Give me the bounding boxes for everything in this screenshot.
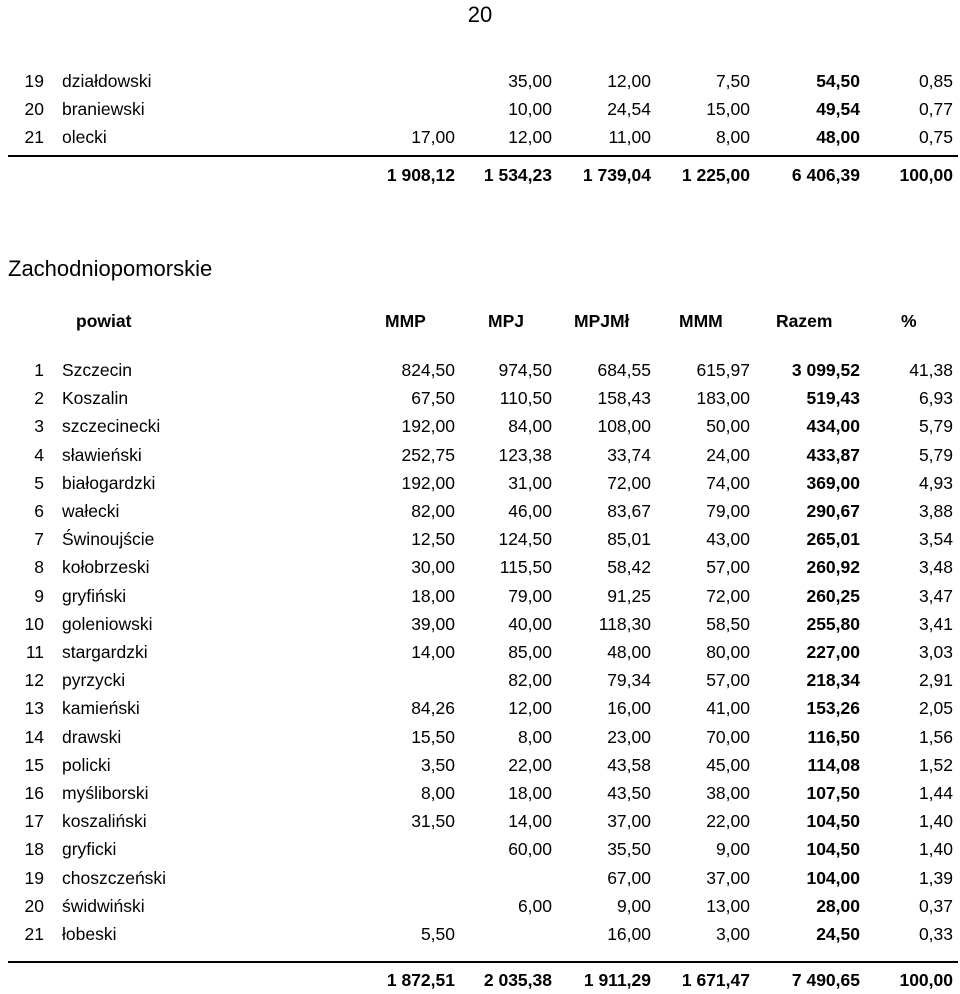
header-razem: Razem: [776, 311, 833, 331]
table-row: [0, 95, 960, 123]
mmp-cell: 192,00: [401, 416, 455, 437]
razem-cell: 260,92: [806, 557, 860, 578]
powiat-name: świdwiński: [62, 895, 145, 916]
table-row: [0, 67, 960, 95]
razem-cell: 104,50: [806, 839, 860, 860]
header-mmp: MMP: [385, 311, 426, 331]
mmm-cell: 74,00: [706, 472, 750, 493]
mmm-cell: 13,00: [706, 895, 750, 916]
percent-cell: 0,33: [918, 924, 953, 944]
percent-cell: 1,39: [918, 867, 953, 888]
mmp-cell: 31,50: [411, 811, 455, 832]
table-row: [0, 123, 960, 151]
mpjm-total: 1 739,04: [582, 165, 651, 185]
powiat-name: myśliborski: [62, 783, 149, 803]
row-number: 8: [34, 557, 44, 578]
razem-cell: 227,00: [806, 642, 860, 662]
razem-cell: 3 099,52: [791, 360, 860, 380]
mpjm-cell: 9,00: [616, 895, 651, 916]
mpj-cell: 40,00: [508, 613, 552, 634]
powiat-name: olecki: [62, 127, 107, 147]
mmm-cell: 45,00: [706, 754, 750, 775]
mmp-cell: 252,75: [401, 444, 455, 465]
row-number: 7: [34, 529, 44, 550]
mpjm-cell: 85,01: [607, 529, 651, 550]
mpj-cell: 85,00: [508, 642, 552, 662]
mmm-cell: 58,50: [706, 613, 750, 634]
total-row: [0, 161, 960, 189]
mmp-cell: 17,00: [411, 127, 455, 147]
percent-cell: 5,79: [918, 444, 953, 465]
powiat-name: Szczecin: [62, 360, 133, 380]
table-row: [0, 864, 960, 892]
mpj-cell: 974,50: [498, 360, 552, 380]
mmm-total: 1 671,47: [681, 970, 750, 990]
mpjm-cell: 91,25: [607, 585, 651, 606]
percent-cell: 3,48: [918, 557, 953, 578]
mpjm-total: 1 911,29: [583, 970, 651, 990]
table-row: [0, 666, 960, 694]
percent-cell: 4,93: [918, 472, 953, 493]
row-number: 11: [25, 642, 44, 662]
mmm-cell: 70,00: [706, 726, 750, 747]
row-number: 4: [34, 444, 44, 465]
percent-cell: 1,40: [918, 839, 953, 860]
row-number: 20: [24, 895, 44, 916]
powiat-name: działdowski: [62, 71, 152, 91]
table-row: [0, 694, 960, 722]
powiat-name: Koszalin: [62, 388, 129, 409]
mpj-cell: 14,00: [508, 811, 552, 832]
razem-cell: 28,00: [816, 895, 860, 916]
mpj-cell: 60,00: [508, 839, 552, 860]
powiat-name: choszczeński: [62, 867, 167, 888]
table-row: [0, 892, 960, 920]
mmp-cell: 67,50: [411, 388, 455, 409]
table-row: [0, 384, 960, 412]
razem-cell: 107,50: [806, 783, 860, 803]
percent-cell: 3,47: [918, 585, 953, 606]
percent-cell: 41,38: [909, 360, 953, 380]
mpjm-cell: 108,00: [597, 416, 651, 437]
mmm-cell: 43,00: [706, 529, 750, 550]
total-row: [0, 966, 960, 994]
mmp-cell: 30,00: [411, 557, 455, 578]
row-number: 19: [24, 867, 44, 888]
razem-total: 6 406,39: [791, 165, 860, 185]
percent-cell: 0,37: [918, 895, 953, 916]
table-row: [0, 920, 960, 948]
table-row: [0, 469, 960, 497]
powiat-name: stargardzki: [62, 642, 148, 662]
row-number: 12: [24, 670, 44, 691]
mpjm-cell: 43,58: [607, 754, 651, 775]
percent-cell: 6,93: [918, 388, 953, 409]
mmp-total: 1 908,12: [386, 165, 455, 185]
table-row: [0, 525, 960, 553]
razem-total: 7 490,65: [791, 970, 860, 990]
mpj-cell: 82,00: [508, 670, 552, 691]
razem-cell: 369,00: [806, 472, 860, 493]
table-row: [0, 497, 960, 525]
mpj-cell: 22,00: [508, 754, 552, 775]
powiat-name: kamieński: [62, 698, 140, 719]
row-number: 19: [24, 71, 44, 91]
mmm-cell: 79,00: [706, 501, 750, 521]
row-number: 21: [24, 127, 44, 147]
percent-cell: 1,44: [918, 783, 953, 803]
table-row: [0, 441, 960, 469]
row-number: 14: [24, 726, 44, 747]
razem-cell: 260,25: [806, 585, 860, 606]
mpj-cell: 12,00: [508, 698, 552, 719]
razem-cell: 116,50: [807, 726, 860, 747]
mmm-cell: 183,00: [696, 388, 750, 409]
table-row: [0, 582, 960, 610]
powiat-name: wałecki: [62, 501, 120, 521]
mpjm-cell: 118,30: [598, 613, 651, 634]
mpjm-cell: 79,34: [607, 670, 651, 691]
percent-cell: 3,54: [918, 529, 953, 550]
mpj-cell: 46,00: [508, 501, 552, 521]
mmm-cell: 615,97: [696, 360, 750, 380]
percent-cell: 1,56: [918, 726, 953, 747]
row-number: 6: [34, 501, 44, 521]
mmm-cell: 9,00: [715, 839, 750, 860]
table-row: [0, 412, 960, 440]
powiat-name: łobeski: [62, 924, 117, 944]
row-number: 5: [34, 472, 44, 493]
razem-cell: 290,67: [806, 501, 860, 521]
razem-cell: 153,26: [806, 698, 860, 719]
mpj-total: 2 035,38: [483, 970, 552, 990]
razem-cell: 104,00: [806, 867, 860, 888]
mpjm-cell: 16,00: [607, 698, 651, 719]
mmp-cell: 192,00: [401, 472, 455, 493]
region-title: Zachodniopomorskie: [8, 256, 213, 281]
powiat-name: drawski: [62, 726, 122, 747]
table-row: [0, 835, 960, 863]
mpj-total: 1 534,23: [483, 165, 552, 185]
mpjm-cell: 37,00: [607, 811, 651, 832]
mpjm-cell: 35,50: [607, 839, 651, 860]
mpj-cell: 79,00: [508, 585, 552, 606]
mpj-cell: 6,00: [517, 895, 552, 916]
mpjm-cell: 67,00: [607, 867, 651, 888]
table-row: [0, 779, 960, 807]
mpjm-cell: 158,43: [597, 388, 651, 409]
powiat-name: policki: [62, 754, 111, 775]
mmp-cell: 824,50: [401, 360, 455, 380]
mpj-cell: 18,00: [508, 783, 552, 803]
table-row: [0, 751, 960, 779]
powiat-name: pyrzycki: [62, 670, 126, 691]
powiat-name: szczecinecki: [62, 416, 161, 437]
table-row: [0, 610, 960, 638]
row-number: 10: [24, 613, 44, 634]
mmm-cell: 80,00: [706, 642, 750, 662]
mpjm-cell: 12,00: [607, 71, 651, 91]
mmm-cell: 38,00: [706, 783, 750, 803]
mpjm-cell: 83,67: [607, 501, 651, 521]
razem-cell: 434,00: [806, 416, 860, 437]
percent-cell: 3,88: [918, 501, 953, 521]
mmm-cell: 3,00: [715, 924, 750, 944]
mmm-cell: 57,00: [706, 670, 750, 691]
mpj-cell: 123,38: [498, 444, 552, 465]
mpj-cell: 35,00: [508, 71, 552, 91]
percent-cell: 0,75: [918, 127, 953, 147]
row-number: 9: [34, 585, 44, 606]
mpj-cell: 10,00: [508, 99, 552, 119]
row-number: 1: [34, 360, 44, 380]
percent-total: 100,00: [899, 165, 953, 185]
table-row: [0, 638, 960, 666]
row-number: 21: [24, 924, 44, 944]
mpjm-cell: 58,42: [607, 557, 651, 578]
row-number: 16: [24, 783, 44, 803]
mpjm-cell: 72,00: [607, 472, 651, 493]
mpjm-cell: 33,74: [607, 444, 651, 465]
mpjm-cell: 43,50: [607, 783, 651, 803]
mpj-cell: 115,50: [499, 557, 552, 578]
razem-cell: 104,50: [806, 811, 860, 832]
table-row: [0, 807, 960, 835]
mmm-cell: 8,00: [715, 127, 750, 147]
total-divider: [8, 961, 958, 963]
percent-cell: 0,85: [918, 71, 953, 91]
mpjm-cell: 684,55: [597, 360, 651, 380]
table-row: [0, 553, 960, 581]
razem-cell: 48,00: [816, 127, 860, 147]
percent-cell: 3,41: [918, 613, 953, 634]
mpj-cell: 8,00: [517, 726, 552, 747]
mmm-cell: 22,00: [706, 811, 750, 832]
mmp-cell: 39,00: [411, 613, 455, 634]
page-number: 20: [467, 2, 493, 27]
row-number: 15: [24, 754, 44, 775]
header-mpjm: MPJMł: [574, 311, 630, 331]
powiat-name: braniewski: [62, 99, 145, 119]
razem-cell: 49,54: [816, 99, 860, 119]
powiat-name: białogardzki: [62, 472, 156, 493]
mpj-cell: 31,00: [508, 472, 552, 493]
powiat-name: gryfiński: [62, 585, 127, 606]
mpjm-cell: 48,00: [607, 642, 651, 662]
total-divider: [8, 155, 958, 157]
mpjm-cell: 16,00: [607, 924, 651, 944]
row-number: 20: [24, 99, 44, 119]
mmm-total: 1 225,00: [681, 165, 750, 185]
header-powiat: powiat: [76, 311, 132, 331]
row-number: 2: [34, 388, 44, 409]
percent-cell: 3,03: [918, 642, 953, 662]
razem-cell: 218,34: [806, 670, 860, 691]
table-row: [0, 723, 960, 751]
row-number: 3: [34, 416, 44, 437]
powiat-name: koszaliński: [62, 811, 147, 832]
powiat-name: sławieński: [62, 444, 142, 465]
razem-cell: 265,01: [806, 529, 860, 550]
razem-cell: 433,87: [806, 444, 860, 465]
row-number: 13: [24, 698, 44, 719]
mpjm-cell: 24,54: [607, 99, 651, 119]
mmm-cell: 37,00: [706, 867, 750, 888]
mmp-cell: 5,50: [420, 924, 455, 944]
mmm-cell: 41,00: [706, 698, 750, 719]
mmp-cell: 15,50: [411, 726, 455, 747]
mmp-cell: 18,00: [411, 585, 455, 606]
razem-cell: 24,50: [816, 924, 860, 944]
mmp-cell: 8,00: [420, 783, 455, 803]
powiat-name: gryficki: [62, 839, 117, 860]
percent-total: 100,00: [899, 970, 953, 990]
mpj-cell: 110,50: [499, 388, 552, 409]
mpjm-cell: 23,00: [607, 726, 651, 747]
mmp-cell: 84,26: [411, 698, 455, 719]
percent-cell: 0,77: [918, 99, 953, 119]
table-row: [0, 356, 960, 384]
powiat-name: Świnoujście: [62, 529, 155, 550]
header-mpj: MPJ: [488, 311, 524, 331]
header-percent: %: [901, 311, 917, 331]
razem-cell: 255,80: [806, 613, 860, 634]
mmp-cell: 14,00: [411, 642, 455, 662]
percent-cell: 2,05: [918, 698, 953, 719]
mpjm-cell: 11,00: [608, 127, 651, 147]
mmp-cell: 3,50: [420, 754, 455, 775]
mmm-cell: 7,50: [715, 71, 750, 91]
mpj-cell: 12,00: [508, 127, 552, 147]
mmp-cell: 82,00: [411, 501, 455, 521]
mpj-cell: 124,50: [498, 529, 552, 550]
row-number: 18: [24, 839, 44, 860]
powiat-name: kołobrzeski: [62, 557, 150, 578]
mmm-cell: 72,00: [706, 585, 750, 606]
mmp-cell: 12,50: [411, 529, 455, 550]
percent-cell: 2,91: [918, 670, 953, 691]
razem-cell: 54,50: [816, 71, 860, 91]
mmp-total: 1 872,51: [386, 970, 455, 990]
razem-cell: 114,08: [807, 754, 860, 775]
header-mmm: MMM: [679, 311, 723, 331]
percent-cell: 5,79: [918, 416, 953, 437]
powiat-name: goleniowski: [62, 613, 153, 634]
mmm-cell: 24,00: [706, 444, 750, 465]
row-number: 17: [24, 811, 44, 832]
mpj-cell: 84,00: [508, 416, 552, 437]
percent-cell: 1,40: [918, 811, 953, 832]
table-header: [0, 308, 960, 334]
razem-cell: 519,43: [806, 388, 860, 409]
percent-cell: 1,52: [918, 754, 953, 775]
mmm-cell: 15,00: [706, 99, 750, 119]
mmm-cell: 57,00: [706, 557, 750, 578]
mmm-cell: 50,00: [706, 416, 750, 437]
